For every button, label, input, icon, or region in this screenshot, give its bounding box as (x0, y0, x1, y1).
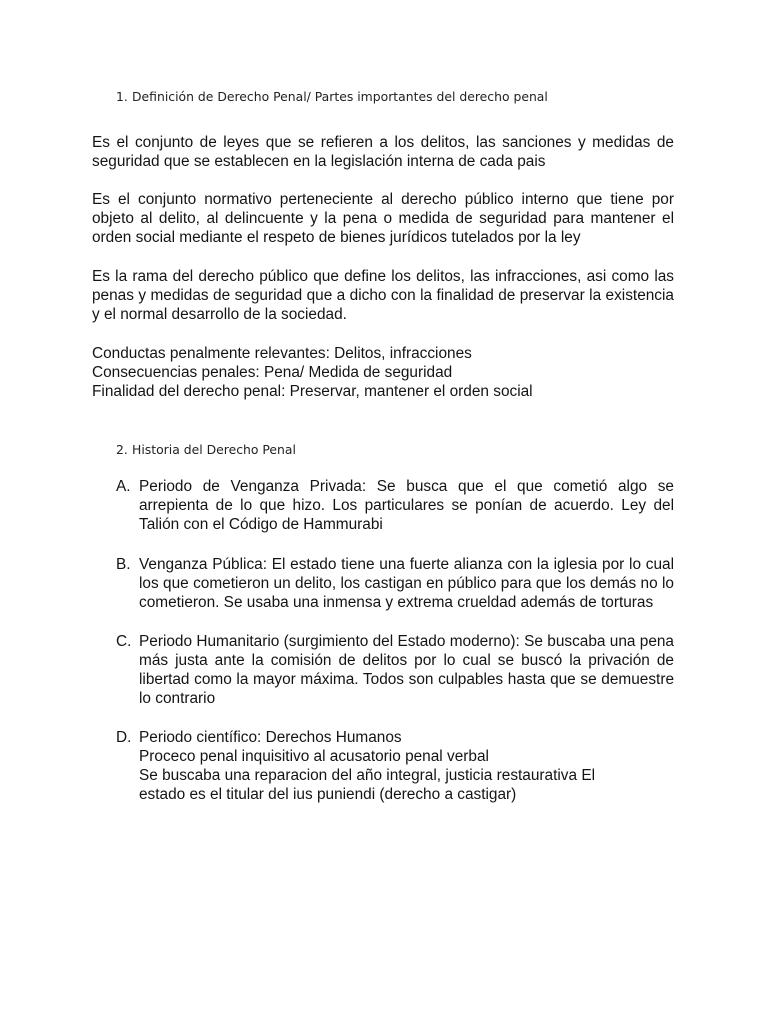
summary-line-conductas: Conductas penalmente relevantes: Delitos, infracciones (92, 345, 472, 362)
history-item-d-line: Se buscaba una reparacion del año integral, justicia restaurativa El (139, 767, 596, 784)
history-item-d-line: Proceco penal inquisitivo al acusatorio penal verbal (139, 748, 489, 765)
history-item-marker: D. (116, 729, 132, 746)
section-1-heading (116, 89, 548, 105)
history-item-text (139, 728, 674, 804)
section-2-title: Historia del Derecho Penal (132, 442, 296, 457)
history-item-marker: B. (116, 556, 131, 573)
summary-line-finalidad: Finalidad del derecho penal: Preservar, mantener el orden social (92, 383, 533, 400)
definition-paragraph-1: Es el conjunto de leyes que se refieren a los delitos, las sanciones y medidas de seguridad que se establecen en la legislación interna de cada pais (92, 134, 674, 170)
section-1-title: Definición de Derecho Penal/ Partes importantes del derecho penal (132, 89, 548, 104)
history-item-d-line: estado es el titular del ius puniendi (derecho a castigar) (139, 786, 517, 803)
section-2-heading (116, 442, 296, 458)
history-item-a (116, 477, 674, 534)
history-item-marker: A. (116, 478, 131, 495)
section-2-number: 2. (116, 442, 128, 457)
definition-paragraph-3: Es la rama del derecho público que define los delitos, las infracciones, asi como las penas y medidas de seguridad que a dicho con la finalidad de preservar la existencia y el normal desarrollo de la sociedad. (92, 268, 674, 323)
history-item-d-line: Periodo científico: Derechos Humanos (139, 729, 402, 746)
history-item-d (116, 728, 674, 804)
summary-line-consecuencias: Consecuencias penales: Pena/ Medida de seguridad (92, 364, 453, 381)
definition-paragraph-2: Es el conjunto normativo perteneciente al derecho público interno que tiene por objeto al delito, al delincuente y la pena o medida de seguridad para mantener el orden social mediante el respeto de bienes jurídicos tutelados por la ley (92, 191, 674, 246)
history-item-b (116, 555, 674, 612)
history-item-text: Periodo Humanitario (surgimiento del Estado moderno): Se buscaba una pena más justa ante la comisión de delitos por lo cual se buscó la privación de libertad como la mayor máxima. Todos son culpables hasta que se demuestre lo contrario (139, 633, 674, 707)
history-item-marker: C. (116, 633, 132, 650)
history-item-c (116, 632, 674, 708)
history-item-text: Venganza Pública: El estado tiene una fuerte alianza con la iglesia por lo cual los que cometieron un delito, los castigan en público para que los demás no lo cometieron. Se usaba una inmensa y extrema crueldad además de torturas (139, 556, 674, 611)
history-item-text: Periodo de Venganza Privada: Se busca que el que cometió algo se arrepienta de lo que hizo. Los particulares se ponían de acuerdo. Ley del Talión con el Código de Hammurabi (139, 478, 674, 533)
section-1-number: 1. (116, 89, 128, 104)
summary-list (92, 344, 692, 401)
